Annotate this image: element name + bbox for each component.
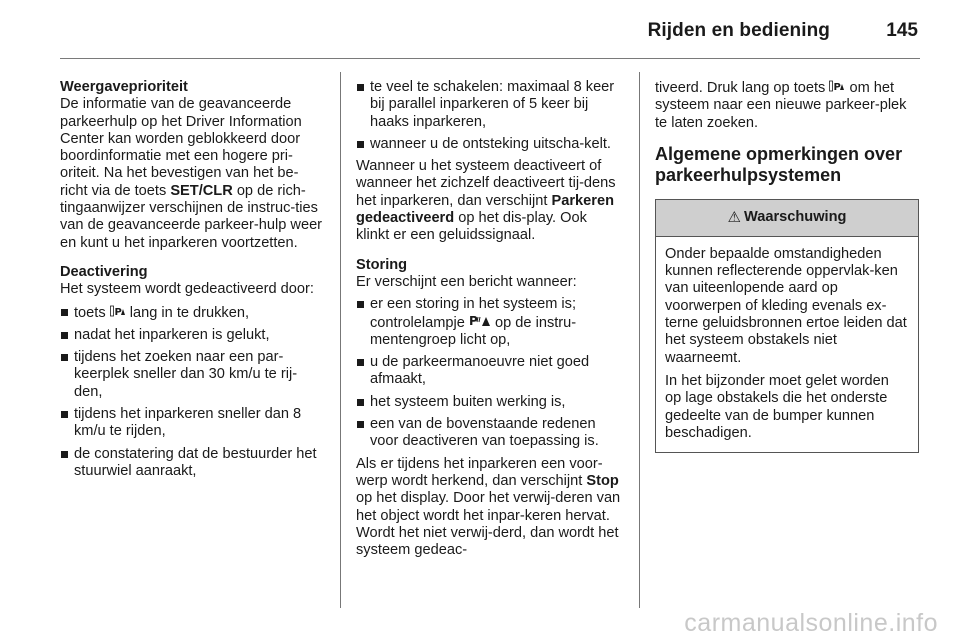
column-2 (356, 79, 624, 559)
warning-icon: ⚠ (727, 209, 741, 227)
stop-label: Stop (586, 472, 619, 489)
text: op de instru-mentengroep licht op, (370, 314, 577, 348)
deactivation-list-continued (356, 79, 624, 153)
paragraph-stop-message (356, 456, 624, 560)
heading-malfunction: Storing (356, 256, 408, 273)
deactivated-message-label: Parkeren gedeactiveerd (356, 192, 614, 227)
list-item: het systeem buiten werking is, (356, 394, 624, 411)
column-1 (60, 79, 325, 485)
text: op het display. Door het verwij-deren van het object wordt het inpar-keren hervat. Wordt het niet verwij-derd, dan wordt het systeem gedeac- (356, 490, 621, 559)
list-item: tijdens het inparkeren sneller dan 8 km/u te rijden, (60, 406, 325, 441)
text: Als er tijdens het inparkeren een voor-werp wordt herkend, dan verschijnt (356, 455, 603, 489)
text: lang in te drukken, (125, 304, 250, 321)
list-item (356, 296, 624, 349)
page-header (0, 0, 960, 56)
column-divider-2 (639, 72, 640, 608)
text: tiveerd. Druk lang op toets (655, 80, 830, 96)
watermark: carmanualsonline.info (684, 609, 938, 637)
malfunction-list (356, 296, 624, 450)
list-item: wanneer u de ontsteking uitscha-kelt. (356, 136, 624, 153)
list-item: de constatering dat de bestuurder het stuurwiel aanraakt, (60, 446, 325, 481)
section-title: Algemene opmerkingen over parkeerhulpsystemen (655, 143, 903, 185)
warning-box (655, 199, 919, 453)
text: Wanneer u het systeem deactiveert of wanneer het zichzelf deactiveert tij-dens het inparkeren, dan verschijnt (356, 158, 616, 209)
text: om het systeem naar een nieuwe parkeer-plek te laten zoeken. (655, 80, 907, 131)
paragraph-new-search (655, 79, 922, 132)
list-item: tijdens het zoeken naar een par-keerplek sneller dan 30 km/u te rij-den, (60, 349, 325, 401)
column-divider-1 (340, 72, 341, 608)
park-assist-button-icon (829, 80, 845, 95)
list-item (60, 304, 325, 322)
set-clr-label: SET/CLR (170, 182, 233, 199)
paragraph-deactivation: Het systeem wordt gedeactiveerd door: (60, 281, 314, 298)
text: op het dis-play. Ook klinkt er een geluidssignaal. (356, 210, 587, 244)
text: op de rich-tingaanwijzer verschijnen de instruc-ties van de geavanceerde parkeer-hulp weer en kunt u het inparkeren voortzetten. (60, 182, 323, 251)
paragraph-display-priority (60, 96, 325, 252)
list-item: u de parkeermanoeuvre niet goed afmaakt, (356, 354, 624, 389)
list-item: te veel te schakelen: maximaal 8 keer bij parallel inparkeren of 5 keer bij haaks inparkeren, (356, 79, 624, 131)
warning-title: Waarschuwing (744, 209, 847, 226)
list-item: nadat het inparkeren is gelukt, (60, 327, 325, 344)
warning-body (656, 237, 918, 452)
svg-text:P: P (114, 306, 121, 317)
paragraph-deactivated-message (356, 158, 624, 244)
park-assist-lamp-icon (469, 315, 491, 330)
list-item: een van de bovenstaande redenen voor deactiveren van toepassing is. (356, 416, 624, 451)
park-assist-button-icon (110, 305, 126, 320)
warning-header (656, 200, 918, 237)
page-number: 145 (886, 20, 918, 41)
svg-text:P: P (468, 313, 477, 327)
deactivation-list (60, 304, 325, 481)
page-title: Rijden en bediening (647, 20, 830, 41)
text: toets (74, 304, 110, 321)
paragraph-malfunction: Er verschijnt een bericht wanneer: (356, 273, 577, 290)
heading-display-priority: Weergaveprioriteit (60, 79, 188, 95)
column-3 (655, 79, 922, 453)
text: er een storing in het systeem is; controlelampje (370, 296, 577, 331)
svg-text:P: P (833, 82, 841, 92)
text: De informatie van de geavanceerde parkeerhulp op het Driver Information Center kan worden geblokkeerd door boordinformatie met een hogere pri-oriteit. Na het bevestigen van het be-richt via de toets (60, 96, 302, 199)
warning-paragraph: In het bijzonder moet gelet worden op lage obstakels die het onderste gedeelte van de bumper kunnen beschadigen. (665, 372, 889, 441)
header-divider (60, 58, 920, 59)
heading-deactivation: Deactivering (60, 263, 148, 280)
warning-paragraph: Onder bepaalde omstandigheden kunnen reflecterende oppervlak-ken van uiteenlopende aard op voorwerpen of kleding evenals ex-terne geluidsbronnen ertoe leiden dat het systeem obstakels niet waarneemt. (665, 245, 907, 366)
